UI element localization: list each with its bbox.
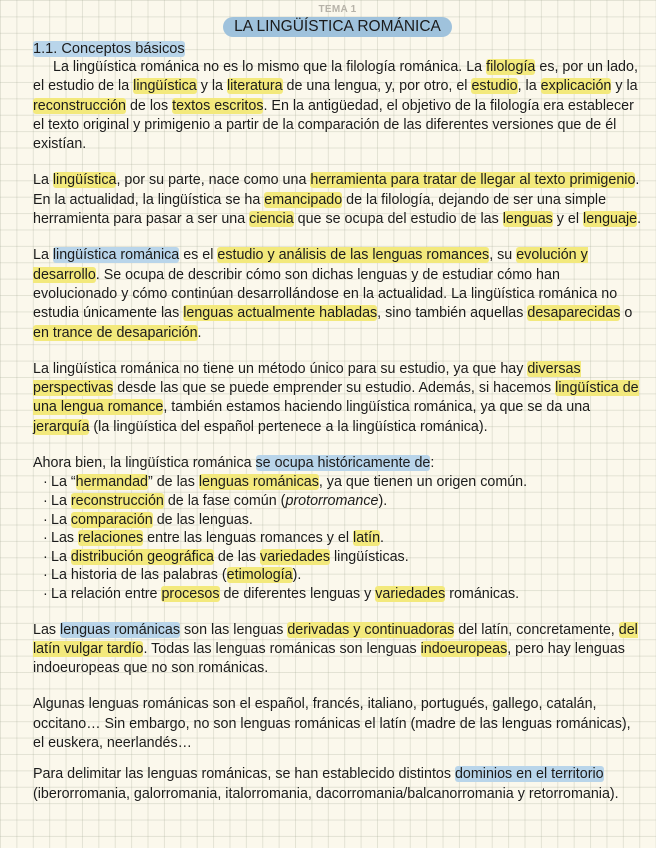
highlight: lenguaje [583, 211, 638, 228]
highlight: procesos [161, 585, 220, 602]
highlight: ciencia [249, 211, 294, 228]
text: Ahora bien, la lingüística románica [33, 455, 256, 472]
text: del latín, concretamente, [454, 621, 619, 638]
paragraph-dominios [33, 765, 642, 804]
text: de las lenguas. [152, 511, 253, 528]
text: lingüísticas. [330, 548, 409, 565]
highlight: relaciones [78, 530, 144, 547]
text: La [51, 511, 71, 528]
highlight: diversas perspectivas [33, 360, 581, 397]
highlight: evolución y desarrollo [33, 247, 588, 283]
text: La historia de las palabras ( [51, 567, 227, 584]
text: y el [552, 211, 584, 228]
text: de diferentes lenguas y [219, 585, 376, 602]
text: entre las lenguas romances y el [143, 530, 354, 547]
paragraph-lenguas-romanicas [33, 621, 642, 679]
text: La [51, 492, 71, 509]
highlight: herramienta para tratar de llegar al texto primigenio [310, 172, 636, 189]
text: . [197, 324, 202, 341]
highlight-blue: dominios en el territorio [454, 766, 604, 783]
highlight: hermandad [75, 474, 148, 491]
text: . En la antigüedad, el objetivo de la filología era establecer el texto original y primigenio a partir de la comparación de las diferentes versiones que de él existían. [33, 97, 634, 153]
paragraph-filologia [33, 58, 642, 154]
highlight: comparación [70, 511, 153, 528]
highlight: desaparecidas [527, 305, 621, 322]
highlight-blue: se ocupa históricamente de [255, 455, 431, 472]
spacer [33, 154, 642, 171]
text: . Todas las lenguas románicas son lenguas [143, 640, 421, 657]
highlight: derivadas y continuadoras [287, 621, 455, 638]
highlight: lenguas [502, 211, 553, 228]
text: , por su parte, nace como una [116, 172, 311, 189]
paragraph-linguistica-romanica [33, 246, 642, 342]
topics-list [33, 473, 642, 603]
highlight: estudio y análisis de las lenguas romances [217, 247, 490, 264]
highlight: variedades [375, 585, 446, 602]
text: La lingüística románica no es lo mismo que la filología románica. La [53, 59, 487, 75]
highlight-blue: lingüística románica [52, 247, 180, 264]
text: La “ [51, 474, 76, 491]
text: Para delimitar las lenguas románicas, se han establecido distintos [33, 766, 455, 783]
text: de una lengua, y, por otro, el [282, 78, 472, 95]
text: y la [196, 78, 227, 95]
spacer [33, 343, 642, 360]
text: o [620, 305, 633, 322]
page-title: LA LINGÜÍSTICA ROMÁNICA [223, 17, 452, 37]
text: (la lingüística del español pertenece a la lingüística románica). [89, 418, 488, 435]
list-item [33, 529, 642, 548]
text: desde las que se puede emprender su estudio. Además, si hacemos [113, 380, 556, 397]
section-heading [33, 40, 642, 58]
list-item [33, 473, 642, 492]
highlight: emancipado [264, 191, 343, 208]
spacer [33, 437, 642, 454]
highlight: etimología [226, 567, 293, 584]
highlight: explicación [540, 78, 612, 95]
text: La lingüística románica no tiene un método único para su estudio, ya que hay [33, 360, 528, 377]
highlight: indoeuropeas [420, 640, 508, 657]
text: ). [292, 567, 302, 584]
spacer [33, 229, 642, 246]
list-item [33, 511, 642, 530]
highlight: textos escritos [172, 97, 264, 114]
section-heading-label: 1.1. Conceptos básicos [33, 41, 185, 57]
highlight: estudio [471, 78, 518, 95]
highlight: lingüística [52, 172, 117, 189]
text: Las [33, 621, 61, 638]
paragraph-ocupa [33, 454, 642, 473]
text: : [430, 455, 435, 472]
text: de las [213, 548, 261, 565]
text: La [33, 172, 53, 189]
text: La [51, 548, 71, 565]
highlight: en trance de desaparición [33, 324, 198, 341]
text: , sino también aquellas [377, 305, 528, 322]
list-item [33, 566, 642, 585]
text: románicas. [445, 585, 520, 602]
text: de los [125, 97, 173, 114]
text: ” de las [147, 474, 199, 491]
highlight: filología [486, 59, 536, 75]
spacer [33, 753, 642, 765]
text: . [380, 530, 385, 547]
highlight: variedades [260, 548, 330, 565]
text: Las [51, 530, 79, 547]
text: La relación entre [51, 585, 162, 602]
text: , la [517, 78, 541, 95]
highlight: lingüística de una lengua romance [33, 380, 639, 416]
paragraph-linguistica [33, 171, 642, 229]
text: . Se ocupa de describir cómo son dichas lenguas y de estudiar cómo han evolucionado y cómo continúan desarrollándose en la actualidad. La lingüística románica no estudia únicamente las [33, 266, 618, 322]
text: La [33, 247, 53, 264]
highlight: reconstrucción [70, 492, 164, 509]
text: , también estamos haciendo lingüística románica, ya que se da una [163, 399, 591, 416]
list-item [33, 548, 642, 567]
text: de la fase común ( [163, 492, 286, 509]
text: , ya que tienen un origen común. [318, 474, 528, 491]
text: son las lenguas [180, 621, 288, 638]
italic-term: protorromance [285, 492, 379, 509]
text: que se ocupa del estudio de las [293, 211, 503, 228]
highlight: del latín vulgar tardío [33, 621, 638, 657]
highlight: lenguas románicas [198, 474, 319, 491]
text: Algunas lenguas románicas son el español, francés, italiano, portugués, gallego, catalán, occitano… Sin embargo, no son lenguas románicas el latín (madre de las lenguas románicas), el euskera, neerlandés… [33, 696, 631, 751]
text: (iberorromania, galorromania, italorromania, dacorromania/balcanorromania y retorromania). [33, 785, 619, 802]
text: ). [378, 492, 388, 509]
topic-number: TEMA 1 [318, 4, 357, 15]
spacer [33, 678, 642, 695]
text: , su [489, 247, 517, 264]
highlight: lingüística [133, 78, 197, 95]
highlight-blue: lenguas románicas [60, 621, 181, 638]
paragraph-ejemplos [33, 695, 642, 753]
paragraph-metodo [33, 360, 642, 437]
text: . En la actualidad, la lingüística se ha [33, 172, 640, 208]
text: , pero hay lenguas indoeuropeas que no son románicas. [33, 640, 625, 677]
highlight: literatura [226, 78, 283, 95]
text: es el [179, 247, 218, 264]
list-item [33, 585, 642, 604]
text: de la filología, dejando de ser una simple herramienta para pasar a ser una [33, 191, 607, 228]
text: . [637, 211, 642, 228]
text: es, por un lado, el estudio de la [33, 59, 638, 95]
highlight: latín [353, 530, 381, 547]
spacer [33, 604, 642, 621]
highlight: reconstrucción [33, 97, 126, 114]
title-wrap [33, 17, 642, 37]
highlight: distribución geográfica [70, 548, 214, 565]
text: y la [611, 78, 638, 95]
highlight: jerarquía [33, 418, 90, 435]
list-item [33, 492, 642, 511]
highlight: lenguas actualmente habladas [183, 305, 378, 322]
